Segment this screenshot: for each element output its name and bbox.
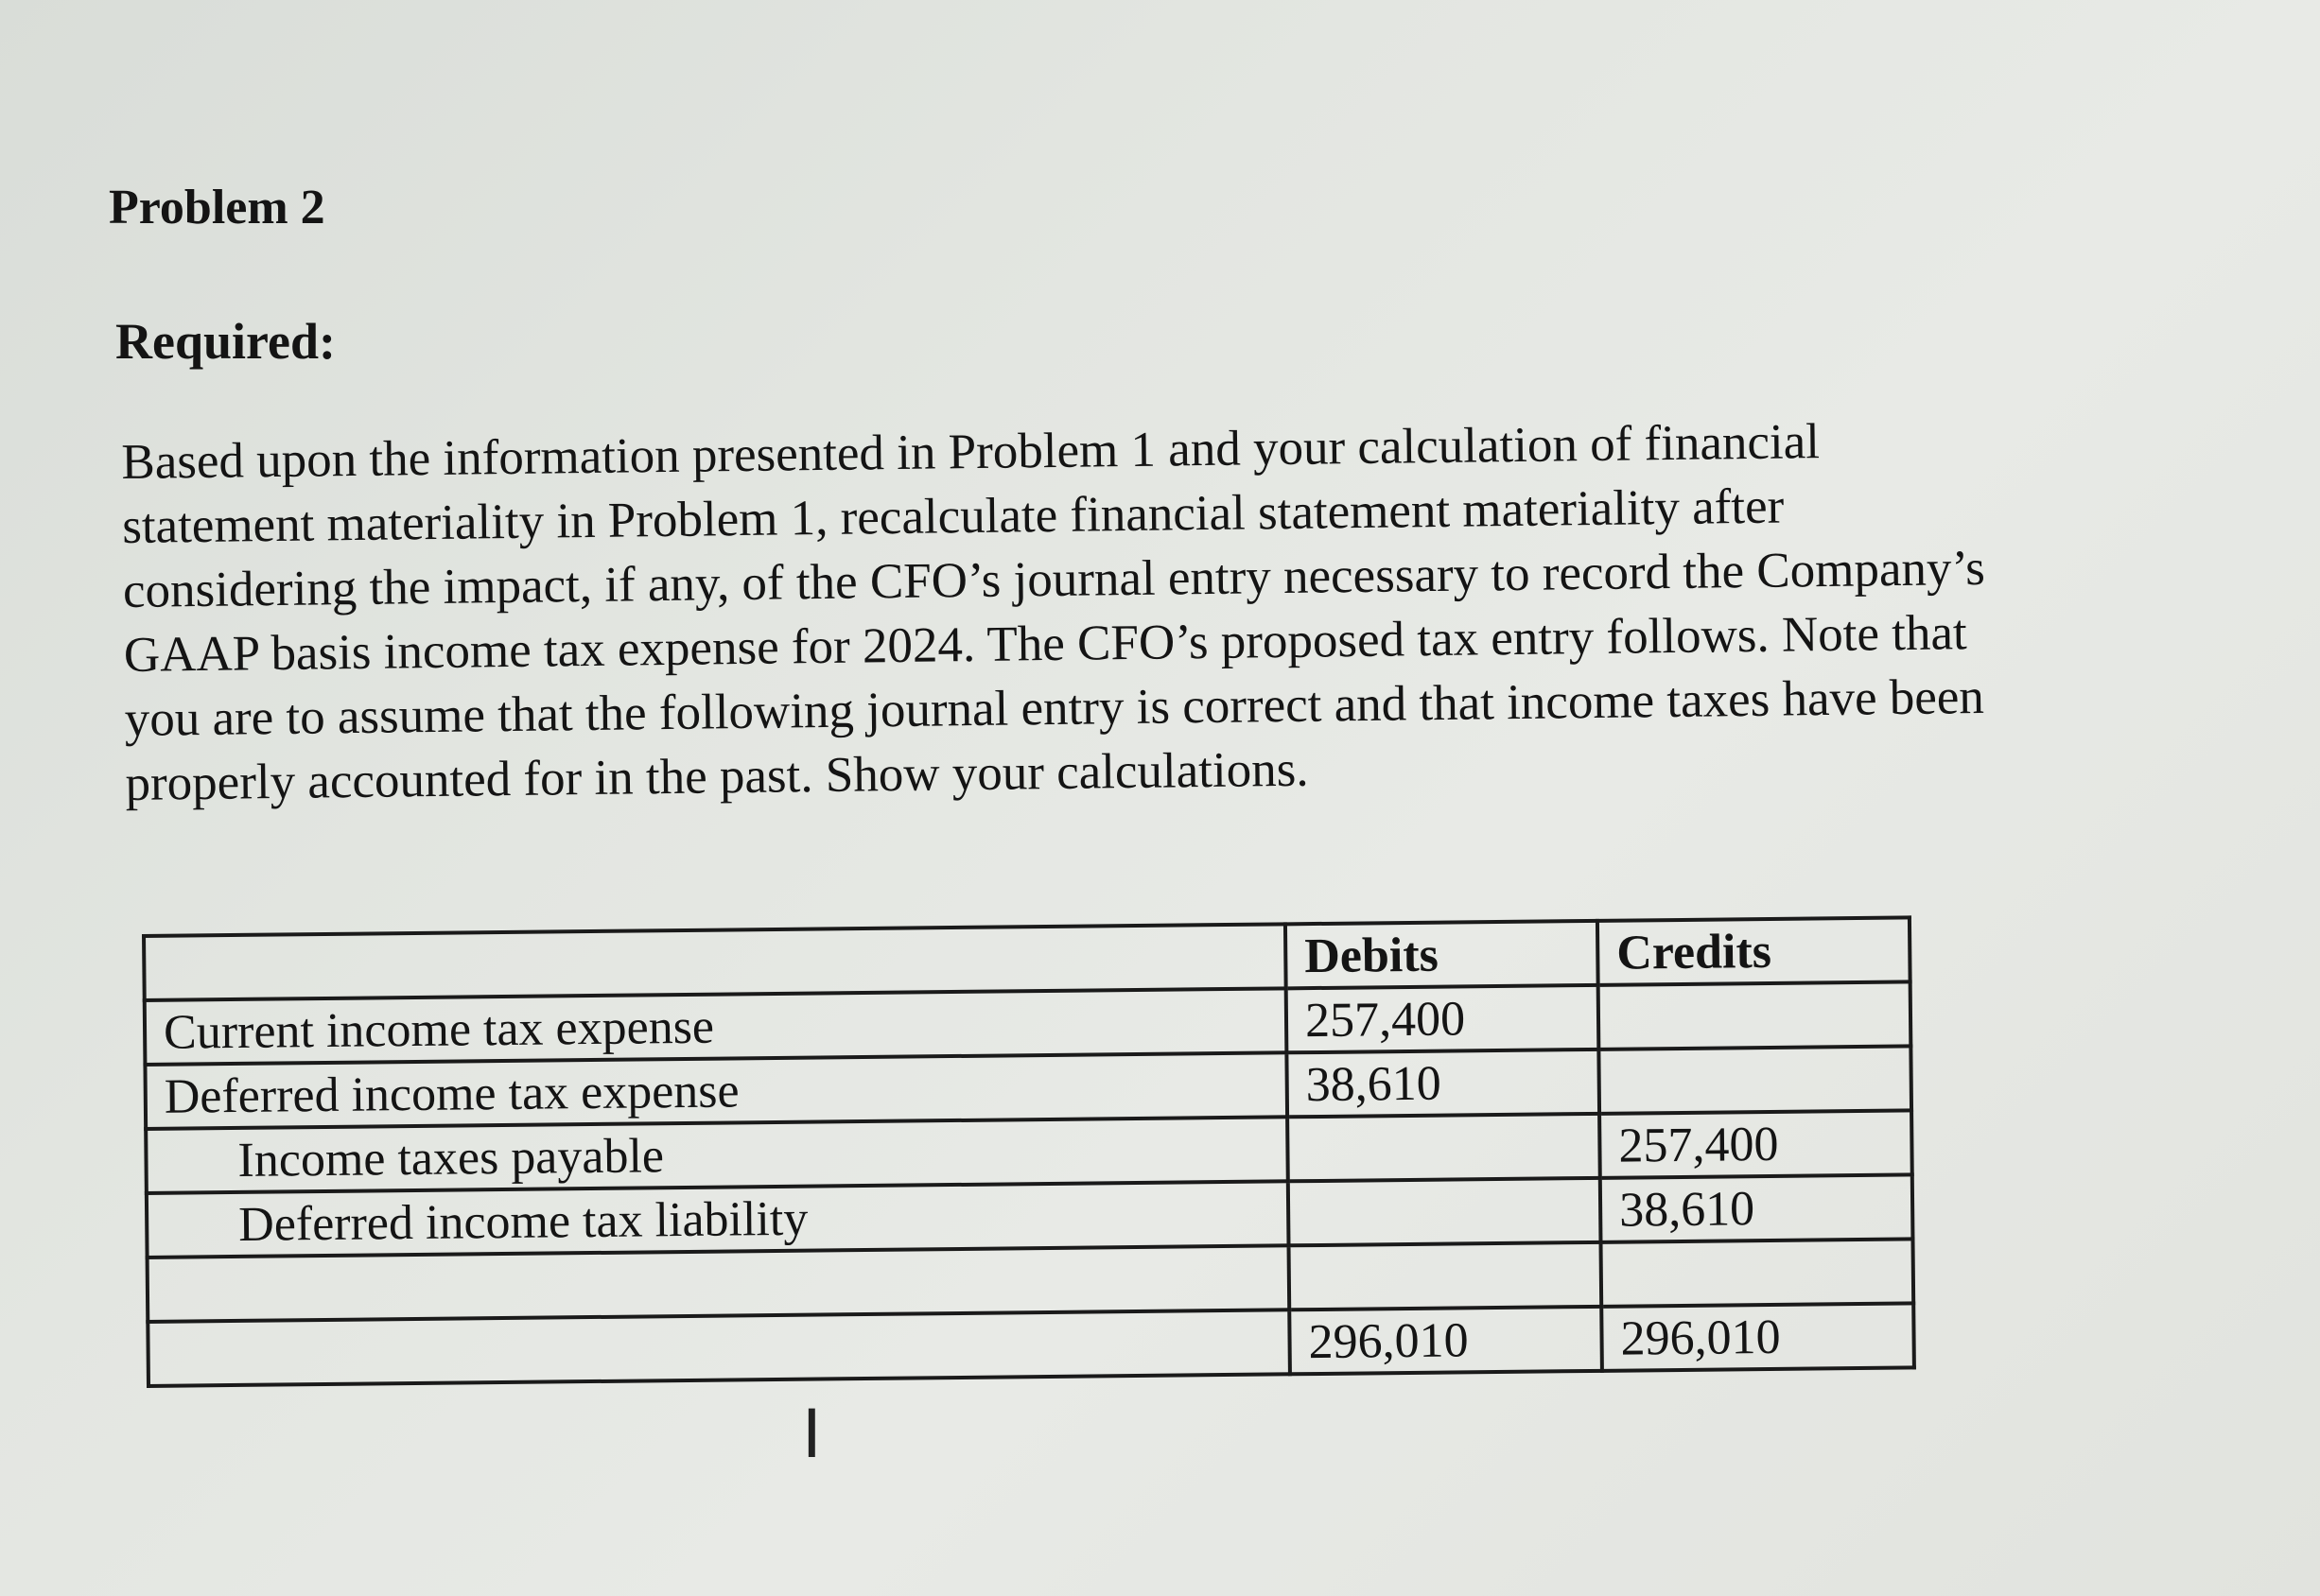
instructions-line: considering the impact, if any, of the CFO’s journal entry necessary to record the Company’s [122,540,1986,618]
header-credits: Credits [1597,917,1910,984]
credit-cell [1598,981,1911,1049]
total-debits: 296,010 [1289,1307,1602,1374]
instructions-line: you are to assume that the following journal entry is correct and that income taxes have been [124,668,1985,747]
debit-cell [1288,1178,1601,1245]
debit-cell: 257,400 [1286,985,1599,1052]
instructions-line: Based upon the information presented in Problem 1 and your calculation of financial [121,414,1821,490]
account-cell: Current income tax expense [145,988,1287,1065]
text-cursor-icon: I [802,1396,822,1473]
header-account-cell [144,924,1286,1000]
journal-entry-table [142,915,1916,1388]
instructions-line: GAAP basis income tax expense for 2024. The CFO’s proposed tax entry follows. Note that [123,605,1968,683]
journal-entry-table-wrapper [142,915,1916,1388]
account-cell: Deferred income tax expense [145,1052,1287,1129]
totals-account-cell [148,1310,1290,1386]
instructions-paragraph [121,405,2235,816]
debit-cell: 38,610 [1286,1050,1599,1117]
account-cell: Deferred income tax liability [147,1181,1289,1258]
debit-cell [1289,1242,1602,1310]
credit-cell: 257,400 [1599,1110,1912,1177]
problem-title: Problem 2 [109,181,325,234]
total-credits: 296,010 [1601,1303,1914,1370]
credit-cell: 38,610 [1600,1174,1913,1241]
credit-cell [1598,1046,1911,1113]
header-debits: Debits [1285,921,1598,988]
debit-cell [1287,1114,1600,1181]
account-cell: Income taxes payable [146,1117,1288,1193]
required-heading: Required: [115,313,337,370]
credit-cell [1600,1239,1913,1306]
instructions-line: statement materiality in Problem 1, recalculate financial statement materiality after [121,478,1785,554]
account-cell [148,1245,1290,1322]
instructions-line: properly accounted for in the past. Show your calculations. [125,741,1309,811]
